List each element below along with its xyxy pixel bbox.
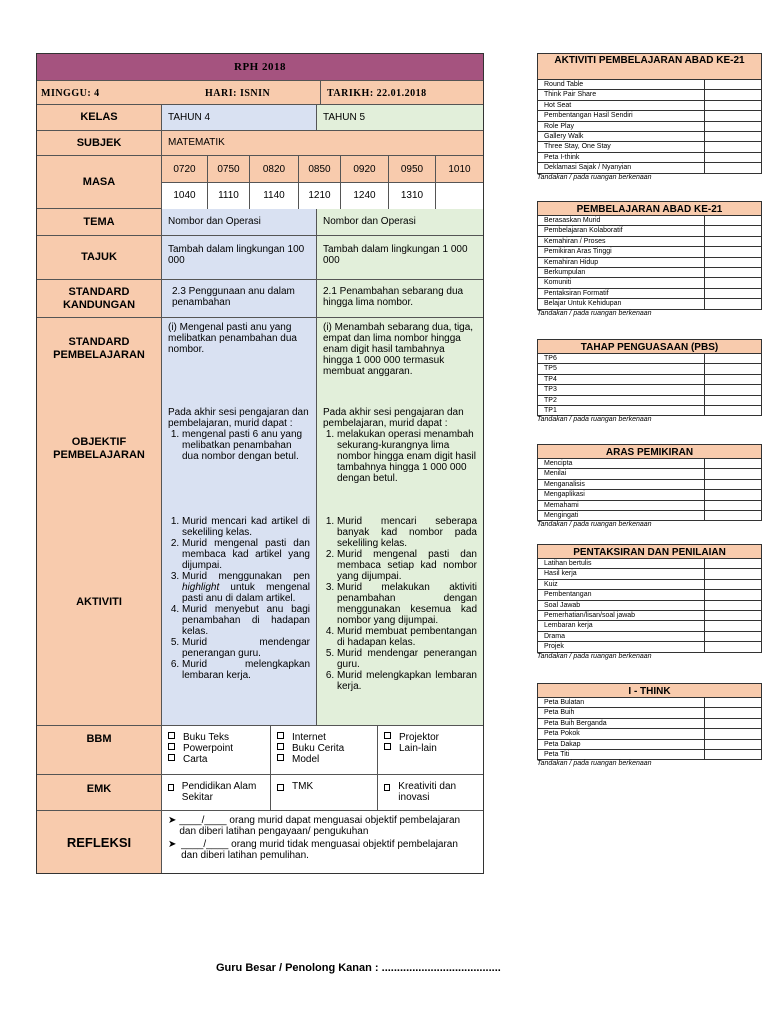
tick-box[interactable]	[705, 163, 761, 172]
tick-box[interactable]	[705, 621, 761, 630]
aktiviti-item: 6. Murid melengkapkan lembaran kerja.	[182, 659, 310, 681]
panel-item-label: Mengingati	[538, 511, 705, 520]
panel-item-label: Round Table	[538, 80, 705, 89]
tick-box[interactable]	[705, 142, 761, 151]
bbm-col3	[378, 726, 483, 774]
objektif-b	[317, 405, 483, 486]
tema-a: Nombor dan Operasi	[162, 209, 317, 235]
panel-note: Tandakan / pada ruangan berkenaan	[537, 309, 652, 317]
checkbox[interactable]	[384, 732, 391, 739]
masa-slot: 1010	[436, 156, 483, 183]
panel-item-label: Belajar Untuk Kehidupan	[538, 299, 705, 308]
tajuk-a: Tambah dalam lingkungan 100 000	[162, 236, 317, 279]
panel-item-label: Peta I-think	[538, 153, 705, 162]
panel-item-label: Menilai	[538, 469, 705, 478]
panel-item-label: Hasil kerja	[538, 569, 705, 578]
bbm-option	[168, 754, 264, 765]
rph-title-row	[37, 54, 483, 81]
tick-box[interactable]	[705, 385, 761, 394]
tick-box[interactable]	[705, 490, 761, 499]
panel-row	[537, 153, 762, 163]
masa-slot: 1310	[389, 183, 436, 209]
panel-title: AKTIVITI PEMBELAJARAN ABAD KE-21	[537, 53, 762, 80]
tick-box[interactable]	[705, 354, 761, 363]
sp-b: (i) Menambah sebarang dua, tiga, empat dan lima nombor hingga enam digit hasil tambahnya hingga 1 000 000 termasuk membuat anggaran.	[323, 322, 474, 377]
objektif-a	[162, 405, 316, 464]
panel-4	[537, 544, 762, 661]
objektif-item-b: 1. melakukan operasi menambah sekurang-kurangnya lima nombor hingga enam digit hasil tambahnya hingga 1 000 000 dengan betul.	[337, 429, 477, 484]
panel-item-label: Peta Bulatan	[538, 698, 705, 707]
panel-item-label: Kemahiran / Proses	[538, 237, 705, 246]
panel-item-label: Kemahiran Hidup	[538, 258, 705, 267]
panel-row	[537, 364, 762, 374]
subjek-label: SUBJEK	[37, 131, 162, 155]
panel-item-label: TP5	[538, 364, 705, 373]
bbm-option	[277, 754, 371, 765]
content-block	[37, 318, 483, 726]
bbm-option-label: Internet	[292, 732, 326, 743]
bbm-label: BBM	[37, 726, 162, 774]
panel-row	[537, 740, 762, 750]
aktiviti-item: 4. Murid menyebut anu bagi penambahan di hadapan kelas.	[182, 604, 310, 637]
panel-item-label: Kuiz	[538, 580, 705, 589]
panel-title: PEMBELAJARAN ABAD KE-21	[537, 201, 762, 216]
bbm-col2	[271, 726, 378, 774]
bbm-option-label: Buku Cerita	[292, 743, 345, 754]
panel-item-label: Mengaplikasi	[538, 490, 705, 499]
panel-title: TAHAP PENGUASAAN (PBS)	[537, 339, 762, 354]
panel-row	[537, 268, 762, 278]
bbm-option	[384, 732, 477, 743]
hari-label: HARI: ISNIN	[157, 81, 321, 104]
panel-note: Tandakan / pada ruangan berkenaan	[537, 173, 652, 181]
panel-row	[537, 406, 762, 416]
panel-row	[537, 621, 762, 631]
tick-box[interactable]	[705, 469, 761, 478]
tick-box[interactable]	[705, 698, 761, 707]
panel-item-label: Drama	[538, 632, 705, 641]
masa-slot: 1110	[208, 183, 250, 209]
masa-row	[37, 156, 483, 209]
content-labels	[37, 318, 162, 725]
panel-row	[537, 569, 762, 579]
panel-row	[537, 163, 762, 173]
tick-box[interactable]	[705, 601, 761, 610]
panel-row	[537, 611, 762, 621]
tajuk-label: TAJUK	[37, 236, 162, 279]
masa-slot: 0820	[250, 156, 299, 183]
panel-row	[537, 278, 762, 288]
panel-item-label: Peta Buih Berganda	[538, 719, 705, 728]
checkbox[interactable]	[168, 732, 175, 739]
panel-row	[537, 226, 762, 236]
bbm-option	[277, 732, 371, 743]
bbm-option-label: Powerpoint	[183, 743, 234, 754]
tick-box[interactable]	[705, 132, 761, 141]
panel-item-label: Projek	[538, 642, 705, 651]
checkbox[interactable]	[277, 743, 284, 750]
tick-box[interactable]	[705, 258, 761, 267]
panel-row	[537, 237, 762, 247]
masa-slot: 0920	[341, 156, 389, 183]
panel-item-label: Pentaksiran Formatif	[538, 289, 705, 298]
panel-row	[537, 698, 762, 708]
refleksi-text-1: ____/____ orang murid dapat menguasai objektif pembelajaran dan diberi latihan pengayaan/ pengukuhan	[179, 815, 461, 837]
bbm-option-label: Projektor	[399, 732, 440, 743]
arrow-icon: ➤	[168, 839, 177, 850]
aktiviti-item: 2. Murid mengenal pasti dan membaca setiap kad nombor yang dijumpai.	[337, 549, 477, 582]
masa-grid	[162, 156, 483, 208]
subjek-row	[37, 131, 483, 156]
emk-a-text: Pendidikan Alam Sekitar	[181, 781, 257, 803]
bbm-option-label: Carta	[183, 754, 208, 765]
objektif-intro-a: Pada akhir sesi pengajaran dan pembelajaran, murid dapat :	[168, 407, 309, 429]
objektif-intro-b: Pada akhir sesi pengajaran dan pembelajaran, murid dapat :	[323, 407, 464, 429]
panel-1	[537, 201, 762, 318]
tick-box[interactable]	[705, 740, 761, 749]
checkbox[interactable]	[384, 743, 391, 750]
checkbox[interactable]	[277, 784, 284, 791]
bbm-option	[277, 743, 371, 754]
tick-box[interactable]	[705, 569, 761, 578]
panel-row	[537, 80, 762, 90]
panel-row	[537, 289, 762, 299]
panel-2	[537, 339, 762, 424]
aktiviti-item: 2. Murid mengenal pasti dan membaca kad artikel yang dijumpai.	[182, 538, 310, 571]
tick-box[interactable]	[705, 459, 761, 468]
aktiviti-a	[162, 514, 316, 683]
tick-box[interactable]	[705, 719, 761, 728]
sk-b: 2.1 Penambahan sebarang dua hingga lima nombor.	[317, 280, 483, 317]
panel-item-label: TP6	[538, 354, 705, 363]
panel-row	[537, 480, 762, 490]
panel-item-label: Menganalisis	[538, 480, 705, 489]
panel-item-label: Komuniti	[538, 278, 705, 287]
panel-item-label: Hot Seat	[538, 101, 705, 110]
tick-box[interactable]	[705, 611, 761, 620]
aktiviti-item: 6. Murid melengkapkan lembaran kerja.	[337, 670, 477, 692]
panel-item-label: Gallery Walk	[538, 132, 705, 141]
masa-slot: 0850	[299, 156, 341, 183]
kelas-b: TAHUN 5	[317, 105, 483, 130]
panel-row	[537, 101, 762, 111]
tick-box[interactable]	[705, 501, 761, 510]
masa-slot: 1240	[341, 183, 389, 209]
emk-b	[271, 775, 378, 810]
sp-label: STANDARD PEMBELAJARAN	[53, 336, 145, 361]
tick-box[interactable]	[705, 590, 761, 599]
panel-row	[537, 111, 762, 121]
panel-row	[537, 580, 762, 590]
panel-row	[537, 258, 762, 268]
bbm-option	[168, 743, 264, 754]
masa-slot: 0950	[389, 156, 436, 183]
emk-c	[378, 775, 483, 810]
panel-item-label: Peta Dakap	[538, 740, 705, 749]
panel-row	[537, 247, 762, 257]
tema-row	[37, 209, 483, 236]
tick-box[interactable]	[705, 375, 761, 384]
tick-box[interactable]	[705, 299, 761, 308]
tick-box[interactable]	[705, 580, 761, 589]
tick-box[interactable]	[705, 268, 761, 277]
panel-item-label: TP3	[538, 385, 705, 394]
tick-box[interactable]	[705, 750, 761, 759]
panel-row	[537, 642, 762, 652]
bbm-option-label: Model	[292, 754, 320, 765]
aktiviti-item: 4. Murid membuat pembentangan di hadapan kelas.	[337, 626, 477, 648]
panel-note: Tandakan / pada ruangan berkenaan	[537, 652, 652, 660]
panel-row	[537, 396, 762, 406]
tick-box[interactable]	[705, 729, 761, 738]
sk-row	[37, 280, 483, 318]
tick-box[interactable]	[705, 632, 761, 641]
panel-row	[537, 590, 762, 600]
bbm-option	[384, 743, 477, 754]
aktiviti-label: AKTIVITI	[76, 596, 122, 608]
masa-label: MASA	[37, 156, 162, 208]
panel-note: Tandakan / pada ruangan berkenaan	[537, 416, 652, 424]
panel-row	[537, 122, 762, 132]
panel-0	[537, 53, 762, 182]
panel-item-label: Memahami	[538, 501, 705, 510]
tick-box[interactable]	[705, 153, 761, 162]
panel-item-label: Three Stay, One Stay	[538, 142, 705, 151]
tick-box[interactable]	[705, 511, 761, 520]
refleksi-text-2: ____/____ orang murid tidak menguasai objektif pembelajaran dan diberi latihan pemulihan.	[181, 839, 458, 861]
panel-row	[537, 632, 762, 642]
checkbox[interactable]	[277, 732, 284, 739]
panel-row	[537, 354, 762, 364]
kelas-a: TAHUN 4	[162, 105, 317, 130]
tick-box[interactable]	[705, 80, 761, 89]
panel-3	[537, 444, 762, 529]
panel-item-label: TP1	[538, 406, 705, 415]
bbm-option-label: Lain-lain	[399, 743, 437, 754]
objektif-item-a: 1. mengenal pasti 6 anu yang melibatkan penambahan dua nombor dengan betul.	[182, 429, 310, 462]
aktiviti-item: 3. Murid menggunakan pen highlight untuk mengenal pasti anu di dalam artikel.	[182, 571, 310, 604]
aktiviti-b	[317, 514, 483, 694]
emk-a	[162, 775, 271, 810]
tick-box[interactable]	[705, 101, 761, 110]
checkbox[interactable]	[277, 754, 284, 761]
panel-row	[537, 459, 762, 469]
footer-signature: Guru Besar / Penolong Kanan : .......................................	[216, 962, 501, 974]
sp-a: (i) Mengenal pasti anu yang melibatkan penambahan dua nombor.	[168, 322, 297, 355]
refleksi-label: REFLEKSI	[37, 811, 162, 873]
panel-title: I - THINK	[537, 683, 762, 698]
panel-row	[537, 559, 762, 569]
tema-b: Nombor dan Operasi	[317, 209, 483, 235]
tick-box[interactable]	[705, 364, 761, 373]
checkbox[interactable]	[168, 743, 175, 750]
rph-title: RPH 2018	[234, 61, 286, 73]
panel-row	[537, 708, 762, 718]
tick-box[interactable]	[705, 90, 761, 99]
masa-slot	[436, 183, 483, 209]
arrow-icon: ➤	[168, 815, 177, 826]
tick-box[interactable]	[705, 396, 761, 405]
tick-box[interactable]	[705, 480, 761, 489]
aktiviti-item: 1. Murid mencari kad artikel di sekeliling kelas.	[182, 516, 310, 538]
panel-row	[537, 216, 762, 226]
subjek-value: MATEMATIK	[162, 131, 483, 155]
tick-box[interactable]	[705, 406, 761, 415]
tick-box[interactable]	[705, 642, 761, 651]
panel-item-label: Pemikiran Aras Tinggi	[538, 247, 705, 256]
panel-row	[537, 750, 762, 760]
masa-slot: 1140	[250, 183, 299, 209]
rph-table	[36, 53, 484, 874]
tick-box[interactable]	[705, 237, 761, 246]
panel-item-label: Peta Titi	[538, 750, 705, 759]
panel-row	[537, 490, 762, 500]
bbm-option	[168, 732, 264, 743]
tick-box[interactable]	[705, 122, 761, 131]
panel-item-label: Pembentangan Hasil Sendiri	[538, 111, 705, 120]
panel-item-label: Pemerhatian/lisan/soal jawab	[538, 611, 705, 620]
panel-item-label: Peta Buih	[538, 708, 705, 717]
tick-box[interactable]	[705, 708, 761, 717]
refleksi-line-1	[168, 815, 477, 837]
tick-box[interactable]	[705, 289, 761, 298]
panel-5	[537, 683, 762, 768]
refleksi-row	[37, 811, 483, 873]
aktiviti-item: 1. Murid mencari seberapa banyak kad nombor pada sekeliling kelas.	[337, 516, 477, 549]
panel-item-label: Pembelajaran Kolaboratif	[538, 226, 705, 235]
panel-row	[537, 511, 762, 521]
panel-row	[537, 385, 762, 395]
panel-row	[537, 601, 762, 611]
refleksi-content	[162, 811, 483, 873]
kelas-label: KELAS	[37, 105, 162, 130]
aktiviti-item: 3. Murid melakukan aktiviti penambahan dengan menggunakan kesemua kad nombor yang dijumpai.	[337, 582, 477, 626]
sk-label: STANDARD KANDUNGAN	[37, 280, 162, 317]
tick-box[interactable]	[705, 216, 761, 225]
minggu-row	[37, 81, 483, 105]
panel-row	[537, 501, 762, 511]
masa-slot: 0750	[208, 156, 250, 183]
tarikh-label: TARIKH: 22.01.2018	[327, 88, 427, 99]
panel-row	[537, 469, 762, 479]
bbm-row	[37, 726, 483, 775]
content-a	[162, 318, 317, 725]
panel-item-label: Pembentangan	[538, 590, 705, 599]
panel-row	[537, 375, 762, 385]
tajuk-b: Tambah dalam lingkungan 1 000 000	[317, 236, 483, 279]
tajuk-row	[37, 236, 483, 280]
tema-label: TEMA	[37, 209, 162, 235]
panel-item-label: Soal Jawab	[538, 601, 705, 610]
refleksi-line-2	[168, 839, 477, 861]
emk-b-text: TMK	[292, 781, 314, 792]
aktiviti-item: 5. Murid mendengar penerangan guru.	[182, 637, 310, 659]
panel-row	[537, 719, 762, 729]
emk-label: EMK	[37, 775, 162, 810]
bbm-option-label: Buku Teks	[183, 732, 229, 743]
panel-item-label: Berasaskan Murid	[538, 216, 705, 225]
bbm-col1	[162, 726, 271, 774]
masa-slot: 1040	[162, 183, 208, 209]
minggu-label: MINGGU: 4	[41, 88, 100, 99]
checkbox[interactable]	[168, 784, 174, 791]
panel-item-label: TP4	[538, 375, 705, 384]
panel-title: ARAS PEMIKIRAN	[537, 444, 762, 459]
panel-title: PENTAKSIRAN DAN PENILAIAN	[537, 544, 762, 559]
panel-row	[537, 142, 762, 152]
panel-item-label: Mencipta	[538, 459, 705, 468]
checkbox[interactable]	[168, 754, 175, 761]
panel-note: Tandakan / pada ruangan berkenaan	[537, 760, 652, 768]
panel-note: Tandakan / pada ruangan berkenaan	[537, 521, 652, 529]
panel-row	[537, 132, 762, 142]
panel-item-label: Latihan bertulis	[538, 559, 705, 568]
tick-box[interactable]	[705, 278, 761, 287]
panel-row	[537, 299, 762, 309]
emk-c-text: Kreativiti dan inovasi	[398, 781, 457, 803]
tick-box[interactable]	[705, 247, 761, 256]
panel-item-label: Berkumpulan	[538, 268, 705, 277]
masa-slot: 0720	[162, 156, 208, 183]
panel-item-label: TP2	[538, 396, 705, 405]
panel-item-label: Lembaran kerja	[538, 621, 705, 630]
panel-item-label: Deklamasi Sajak / Nyanyian	[538, 163, 705, 172]
aktiviti-item: 5. Murid mendengar penerangan guru.	[337, 648, 477, 670]
tick-box[interactable]	[705, 111, 761, 120]
tick-box[interactable]	[705, 226, 761, 235]
objektif-label: OBJEKTIF PEMBELAJARAN	[53, 436, 145, 461]
panel-row	[537, 90, 762, 100]
tick-box[interactable]	[705, 559, 761, 568]
panel-item-label: Role Play	[538, 122, 705, 131]
kelas-row	[37, 105, 483, 131]
emk-row	[37, 775, 483, 811]
masa-slot: 1210	[299, 183, 341, 209]
checkbox[interactable]	[384, 784, 390, 791]
sk-a: 2.3 Penggunaan anu dalam penambahan	[162, 280, 317, 317]
panel-item-label: Think Pair Share	[538, 90, 705, 99]
content-b	[317, 318, 483, 725]
panel-row	[537, 729, 762, 739]
panel-item-label: Peta Pokok	[538, 729, 705, 738]
